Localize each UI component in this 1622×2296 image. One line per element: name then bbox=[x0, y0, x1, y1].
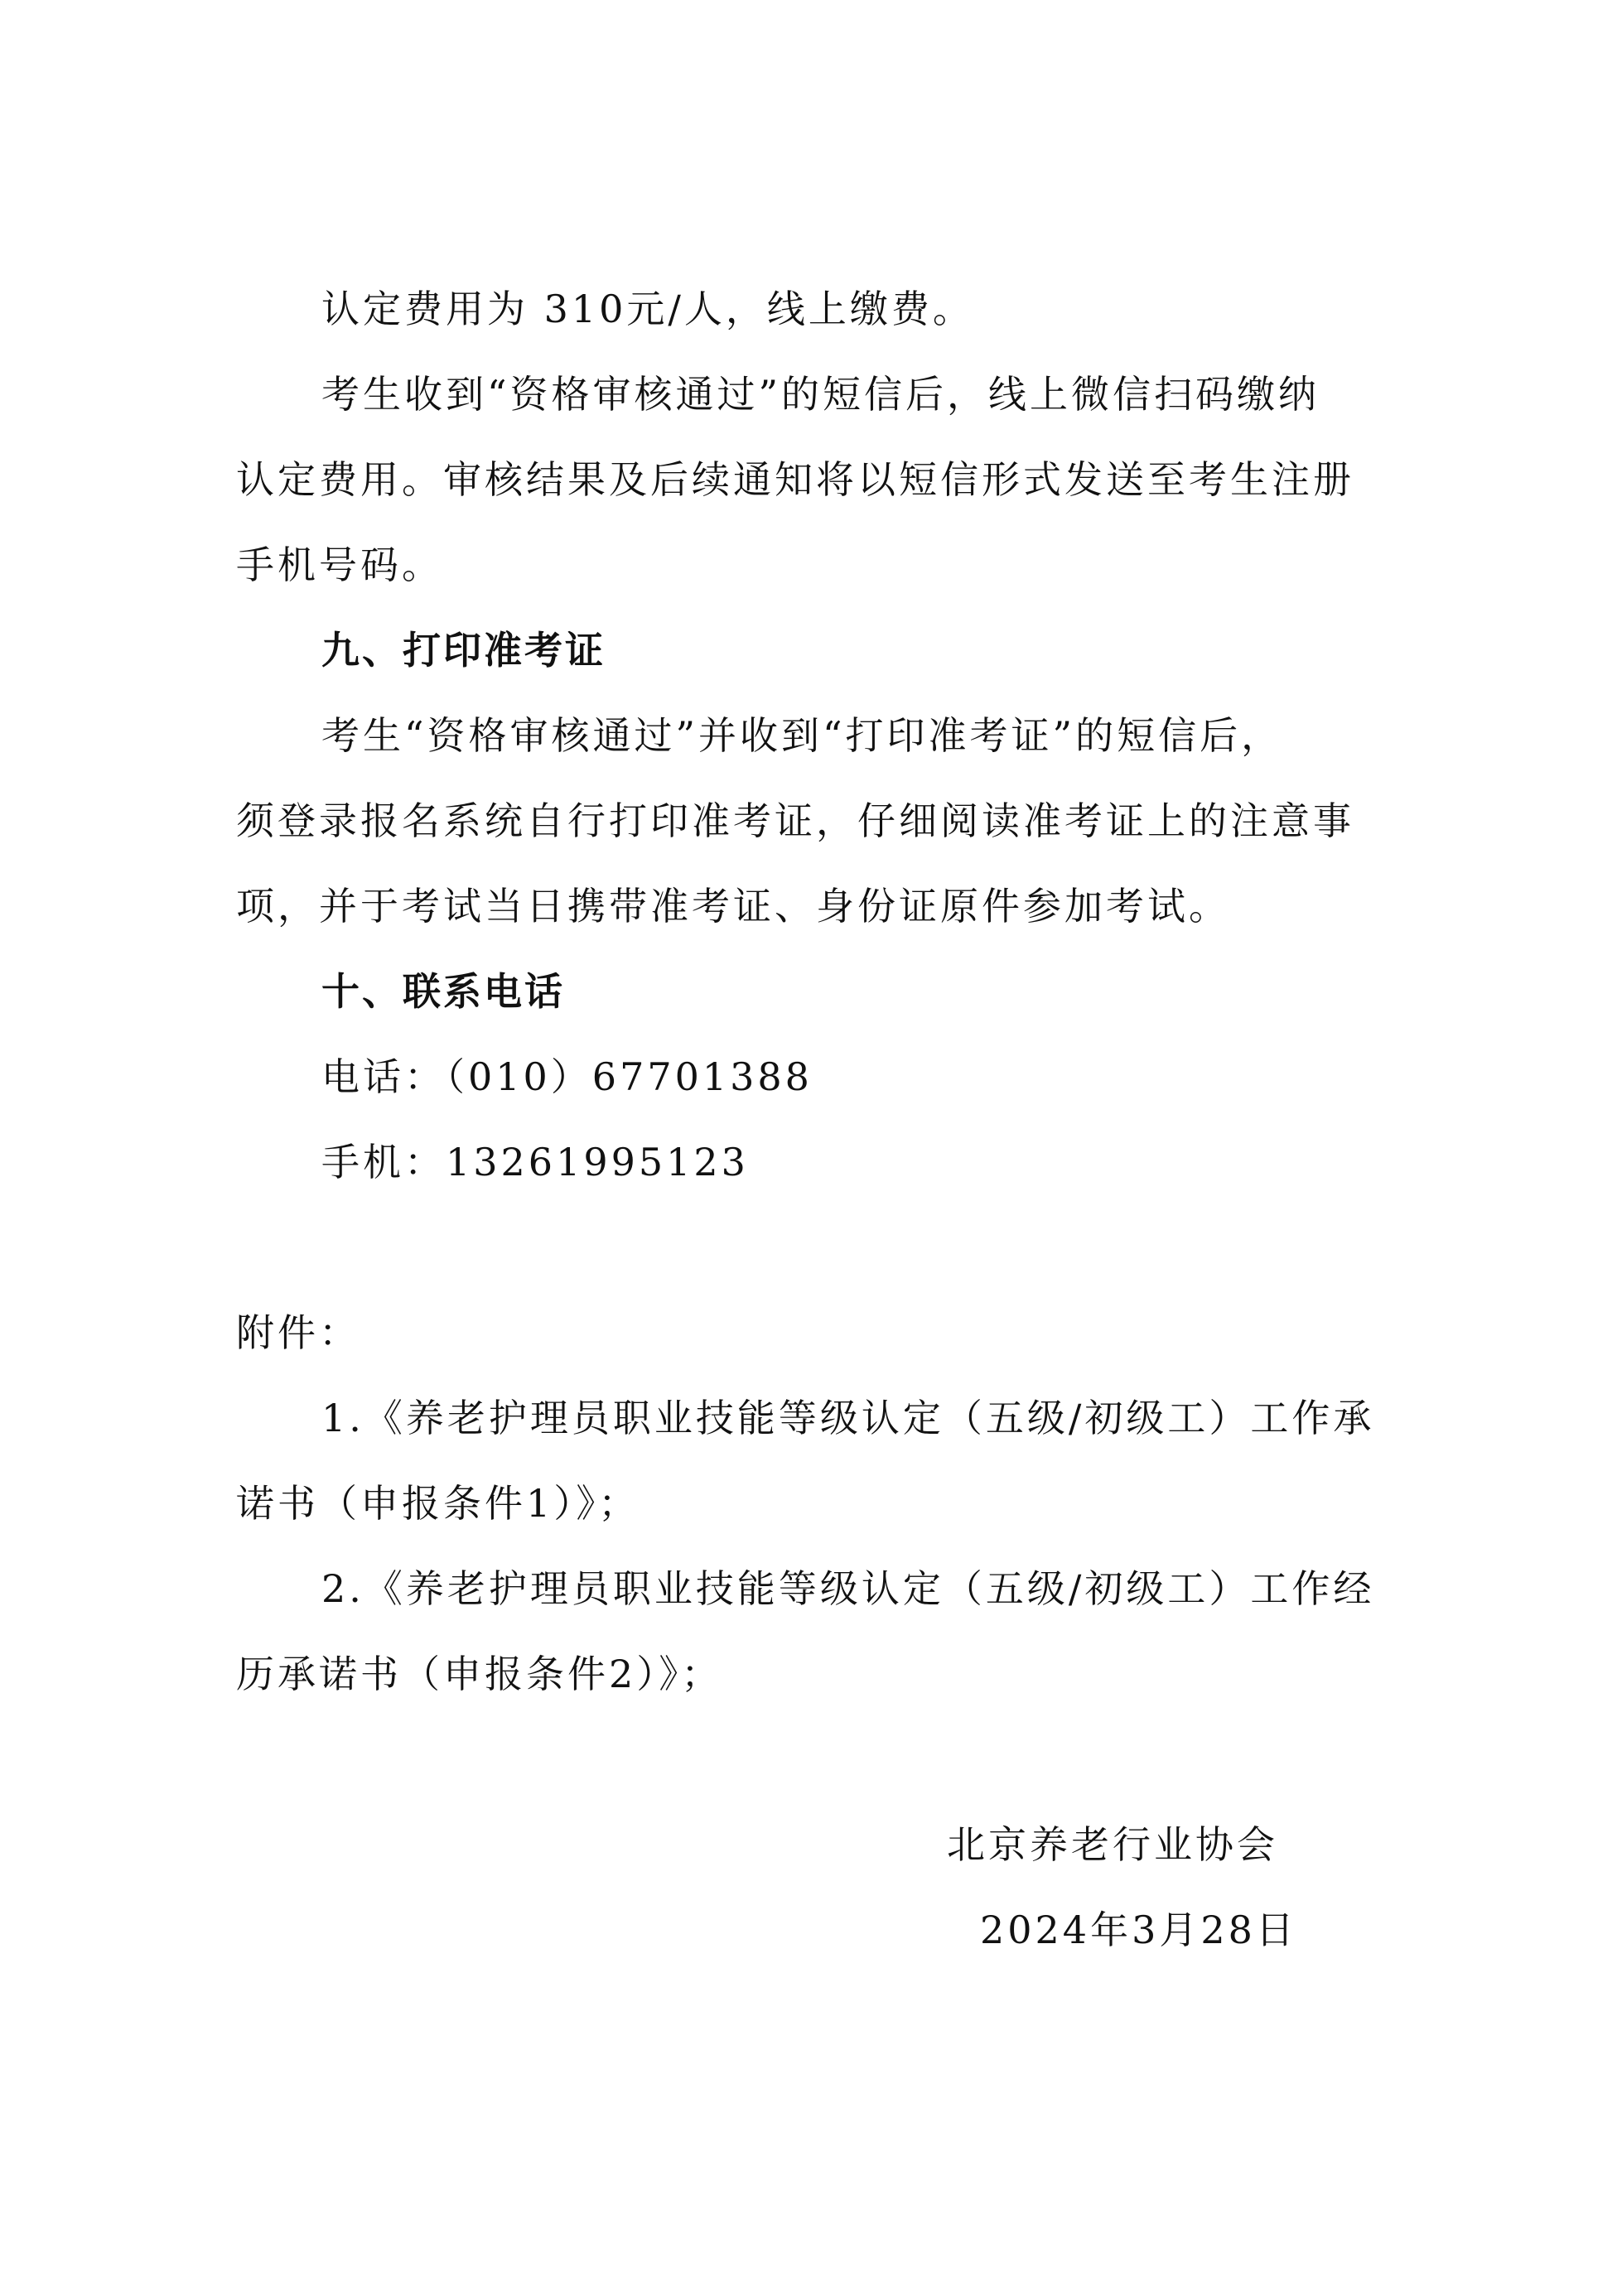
section-9-line-1: 考生“资格审核通过”并收到“打印准考证”的短信后， bbox=[321, 713, 1283, 758]
fee-paragraph-line-3: 手机号码。 bbox=[236, 543, 443, 587]
fee-paragraph-line-2: 认定费用。审核结果及后续通知将以短信形式发送至考生注册 bbox=[236, 457, 1354, 502]
section-9-line-3: 项，并于考试当日携带准考证、身份证原件参加考试。 bbox=[236, 884, 1230, 929]
fee-amount-line: 认定费用为 310元/人，线上缴费。 bbox=[321, 287, 974, 331]
section-9-heading: 九、打印准考证 bbox=[321, 628, 606, 673]
section-9-line-2: 须登录报名系统自行打印准考证，仔细阅读准考证上的注意事 bbox=[236, 798, 1354, 843]
contact-phone: 电话：（010）67701388 bbox=[321, 1054, 813, 1099]
attachments-label: 附件： bbox=[236, 1310, 360, 1355]
attachment-2-line-2: 历承诺书（申报条件2）》； bbox=[236, 1652, 723, 1696]
contact-mobile: 手机：13261995123 bbox=[321, 1140, 749, 1184]
attachment-2-line-1: 2.《养老护理员职业技能等级认定（五级/初级工）工作经 bbox=[321, 1566, 1375, 1611]
signature-date: 2024年3月28日 bbox=[980, 1908, 1297, 1952]
section-10-heading: 十、联系电话 bbox=[321, 969, 565, 1014]
attachment-1-line-2: 诺书（申报条件1）》； bbox=[236, 1481, 640, 1526]
signature-organization: 北京养老行业协会 bbox=[947, 1822, 1278, 1867]
fee-paragraph-line-1: 考生收到“资格审核通过”的短信后，线上微信扫码缴纳 bbox=[321, 372, 1320, 417]
attachment-1-line-1: 1.《养老护理员职业技能等级认定（五级/初级工）工作承 bbox=[321, 1396, 1375, 1440]
